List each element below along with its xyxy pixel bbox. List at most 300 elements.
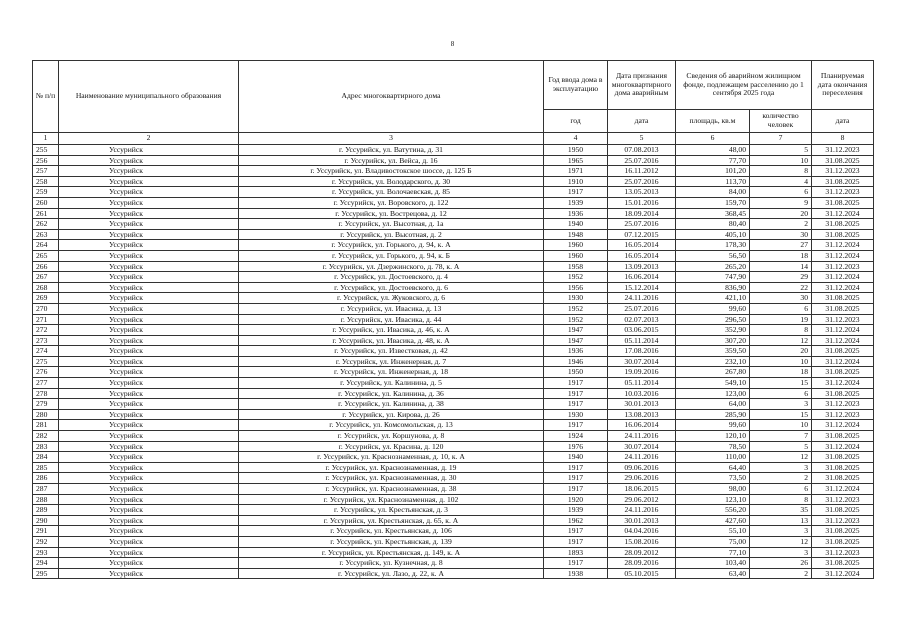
table-row: [33, 356, 874, 367]
area-cell: 549,10: [676, 378, 750, 389]
area-cell: 99,60: [676, 420, 750, 431]
year-cell: 1939: [544, 197, 608, 208]
municipality-cell: Уссурийск: [59, 494, 239, 505]
municipality-cell: Уссурийск: [59, 346, 239, 357]
table-row: [33, 197, 874, 208]
municipality-cell: Уссурийск: [59, 166, 239, 177]
year-cell: 1962: [544, 515, 608, 526]
col-index: 4: [544, 133, 608, 145]
planned-date-cell: 31.08.2025: [812, 388, 874, 399]
row-number: 291: [33, 526, 59, 537]
municipality-cell: Уссурийск: [59, 219, 239, 230]
address-cell: г. Уссурийск, ул. Комсомольская, д. 13: [239, 420, 544, 431]
recognition-date-cell: 28.09.2012: [608, 547, 676, 558]
area-cell: 75,00: [676, 536, 750, 547]
municipality-cell: Уссурийск: [59, 399, 239, 410]
recognition-date-cell: 30.01.2013: [608, 515, 676, 526]
table-row: [33, 335, 874, 346]
recognition-date-cell: 15.12.2014: [608, 282, 676, 293]
table-row: [33, 166, 874, 177]
municipality-cell: Уссурийск: [59, 367, 239, 378]
row-number: 274: [33, 346, 59, 357]
row-number: 287: [33, 484, 59, 495]
sub-year-header: год: [544, 110, 608, 133]
row-number: 275: [33, 356, 59, 367]
col-index: 5: [608, 133, 676, 145]
address-cell: г. Уссурийск, ул. Владивостокское шоссе, д. 125 Б: [239, 166, 544, 177]
row-number: 281: [33, 420, 59, 431]
col-year-header: Год ввода дома в эксплуатацию: [544, 61, 608, 110]
address-cell: г. Уссурийск, ул. Краснознаменная, д. 30: [239, 473, 544, 484]
municipality-cell: Уссурийск: [59, 176, 239, 187]
planned-date-cell: 31.12.2023: [812, 515, 874, 526]
planned-date-cell: 31.12.2023: [812, 547, 874, 558]
row-number: 257: [33, 166, 59, 177]
municipality-cell: Уссурийск: [59, 303, 239, 314]
municipality-cell: Уссурийск: [59, 420, 239, 431]
table-row: [33, 187, 874, 198]
area-cell: 55,10: [676, 526, 750, 537]
table-row: [33, 145, 874, 156]
year-cell: 1965: [544, 155, 608, 166]
municipality-cell: Уссурийск: [59, 547, 239, 558]
area-cell: 77,70: [676, 155, 750, 166]
address-cell: г. Уссурийск, ул. Лазо, д. 22, к. А: [239, 568, 544, 579]
row-number: 270: [33, 303, 59, 314]
planned-date-cell: 31.12.2024: [812, 325, 874, 336]
row-number: 284: [33, 452, 59, 463]
recognition-date-cell: 13.09.2013: [608, 261, 676, 272]
table-row: [33, 526, 874, 537]
people-count-cell: 20: [750, 208, 812, 219]
row-number: 265: [33, 250, 59, 261]
planned-date-cell: 31.12.2023: [812, 409, 874, 420]
planned-date-cell: 31.08.2025: [812, 303, 874, 314]
recognition-date-cell: 16.06.2014: [608, 272, 676, 283]
col-index: 2: [59, 133, 239, 145]
year-cell: 1917: [544, 536, 608, 547]
people-count-cell: 2: [750, 568, 812, 579]
col-info-header: Сведения об аварийном жилищном фонде, подлежащем расселению до 1 сентября 2025 года: [676, 61, 812, 110]
table-row: [33, 293, 874, 304]
area-cell: 178,30: [676, 240, 750, 251]
row-number: 292: [33, 536, 59, 547]
planned-date-cell: 31.12.2024: [812, 208, 874, 219]
area-cell: 405,10: [676, 229, 750, 240]
area-cell: 73,50: [676, 473, 750, 484]
planned-date-cell: 31.08.2025: [812, 452, 874, 463]
year-cell: 1910: [544, 176, 608, 187]
planned-date-cell: 31.12.2024: [812, 250, 874, 261]
planned-date-cell: 31.12.2024: [812, 282, 874, 293]
municipality-cell: Уссурийск: [59, 515, 239, 526]
table-row: [33, 536, 874, 547]
people-count-cell: 15: [750, 409, 812, 420]
year-cell: 1948: [544, 229, 608, 240]
municipality-cell: Уссурийск: [59, 441, 239, 452]
address-cell: г. Уссурийск, ул. Вострецова, д. 12: [239, 208, 544, 219]
municipality-cell: Уссурийск: [59, 187, 239, 198]
people-count-cell: 18: [750, 250, 812, 261]
year-cell: 1952: [544, 303, 608, 314]
address-cell: г. Уссурийск, ул. Краснознаменная, д. 19: [239, 462, 544, 473]
recognition-date-cell: 30.07.2014: [608, 356, 676, 367]
area-cell: 267,80: [676, 367, 750, 378]
address-cell: г. Уссурийск, ул. Кирова, д. 26: [239, 409, 544, 420]
area-cell: 63,40: [676, 568, 750, 579]
col-index: 6: [676, 133, 750, 145]
row-number: 285: [33, 462, 59, 473]
year-cell: 1952: [544, 314, 608, 325]
recognition-date-cell: 24.11.2016: [608, 431, 676, 442]
area-cell: 747,90: [676, 272, 750, 283]
address-cell: г. Уссурийск, ул. Крестьянская, д. 65, к. А: [239, 515, 544, 526]
area-cell: 120,10: [676, 431, 750, 442]
recognition-date-cell: 19.09.2016: [608, 367, 676, 378]
recognition-date-cell: 09.06.2016: [608, 462, 676, 473]
area-cell: 352,90: [676, 325, 750, 336]
recognition-date-cell: 07.08.2013: [608, 145, 676, 156]
people-count-cell: 5: [750, 145, 812, 156]
municipality-cell: Уссурийск: [59, 314, 239, 325]
address-cell: г. Уссурийск, ул. Краснознаменная, д. 102: [239, 494, 544, 505]
address-cell: г. Уссурийск, ул. Жуковского, д. 6: [239, 293, 544, 304]
year-cell: 1936: [544, 208, 608, 219]
planned-date-cell: 31.12.2023: [812, 399, 874, 410]
table-row: [33, 208, 874, 219]
row-number: 289: [33, 505, 59, 516]
table-row: [33, 409, 874, 420]
area-cell: 123,10: [676, 494, 750, 505]
address-cell: г. Уссурийск, ул. Володарского, д. 30: [239, 176, 544, 187]
people-count-cell: 4: [750, 176, 812, 187]
year-cell: 1917: [544, 558, 608, 569]
address-cell: г. Уссурийск, ул. Инженерная, д. 7: [239, 356, 544, 367]
people-count-cell: 3: [750, 547, 812, 558]
municipality-cell: Уссурийск: [59, 325, 239, 336]
address-cell: г. Уссурийск, ул. Крестьянская, д. 139: [239, 536, 544, 547]
page-number: 8: [450, 40, 455, 48]
row-number: 282: [33, 431, 59, 442]
municipality-cell: Уссурийск: [59, 197, 239, 208]
year-cell: 1917: [544, 484, 608, 495]
recognition-date-cell: 29.06.2016: [608, 473, 676, 484]
area-cell: 123,00: [676, 388, 750, 399]
municipality-cell: Уссурийск: [59, 568, 239, 579]
year-cell: 1950: [544, 367, 608, 378]
area-cell: 78,50: [676, 441, 750, 452]
row-number: 288: [33, 494, 59, 505]
recognition-date-cell: 28.09.2016: [608, 558, 676, 569]
address-cell: г. Уссурийск, ул. Воровского, д. 122: [239, 197, 544, 208]
address-cell: г. Уссурийск, ул. Инженерная, д. 18: [239, 367, 544, 378]
table-row: [33, 388, 874, 399]
planned-date-cell: 31.12.2024: [812, 272, 874, 283]
address-cell: г. Уссурийск, ул. Ивасика, д. 46, к. А: [239, 325, 544, 336]
year-cell: 1940: [544, 452, 608, 463]
address-cell: г. Уссурийск, ул. Калинина, д. 5: [239, 378, 544, 389]
address-cell: г. Уссурийск, ул. Высотная, д. 2: [239, 229, 544, 240]
table-row: [33, 441, 874, 452]
municipality-cell: Уссурийск: [59, 536, 239, 547]
table-row: [33, 473, 874, 484]
address-cell: г. Уссурийск, ул. Достоевского, д. 4: [239, 272, 544, 283]
row-number: 264: [33, 240, 59, 251]
municipality-cell: Уссурийск: [59, 272, 239, 283]
planned-date-cell: 31.08.2025: [812, 155, 874, 166]
address-cell: г. Уссурийск, ул. Ватутина, д. 31: [239, 145, 544, 156]
area-cell: 48,00: [676, 145, 750, 156]
recognition-date-cell: 07.12.2015: [608, 229, 676, 240]
people-count-cell: 13: [750, 515, 812, 526]
area-cell: 101,20: [676, 166, 750, 177]
address-cell: г. Уссурийск, ул. Ивасика, д. 44: [239, 314, 544, 325]
row-number: 295: [33, 568, 59, 579]
address-cell: г. Уссурийск, ул. Красина, д. 120: [239, 441, 544, 452]
planned-date-cell: 31.12.2023: [812, 261, 874, 272]
municipality-cell: Уссурийск: [59, 250, 239, 261]
recognition-date-cell: 30.01.2013: [608, 399, 676, 410]
area-cell: 232,10: [676, 356, 750, 367]
table-row: [33, 367, 874, 378]
people-count-cell: 10: [750, 155, 812, 166]
planned-date-cell: 31.08.2025: [812, 229, 874, 240]
resettlement-table: [32, 60, 874, 579]
area-cell: 113,70: [676, 176, 750, 187]
recognition-date-cell: 16.05.2014: [608, 240, 676, 251]
table-row: [33, 314, 874, 325]
year-cell: 1946: [544, 356, 608, 367]
area-cell: 368,45: [676, 208, 750, 219]
people-count-cell: 6: [750, 484, 812, 495]
recognition-date-cell: 16.11.2012: [608, 166, 676, 177]
planned-date-cell: 31.12.2024: [812, 240, 874, 251]
address-cell: г. Уссурийск, ул. Крестьянская, д. 149, к. А: [239, 547, 544, 558]
address-cell: г. Уссурийск, ул. Вейса, д. 16: [239, 155, 544, 166]
year-cell: 1917: [544, 420, 608, 431]
municipality-cell: Уссурийск: [59, 409, 239, 420]
row-number: 268: [33, 282, 59, 293]
row-number: 255: [33, 145, 59, 156]
sub-plan-header: дата: [812, 110, 874, 133]
year-cell: 1930: [544, 409, 608, 420]
area-cell: 427,60: [676, 515, 750, 526]
people-count-cell: 12: [750, 335, 812, 346]
address-cell: г. Уссурийск, ул. Волочаевская, д. 85: [239, 187, 544, 198]
table-row: [33, 303, 874, 314]
area-cell: 265,20: [676, 261, 750, 272]
area-cell: 77,10: [676, 547, 750, 558]
people-count-cell: 6: [750, 303, 812, 314]
people-count-cell: 8: [750, 325, 812, 336]
people-count-cell: 12: [750, 536, 812, 547]
planned-date-cell: 31.08.2025: [812, 367, 874, 378]
col-date-header: Дата признания многоквартирного дома аварийным: [608, 61, 676, 110]
col-municipality-header: Наименование муниципального образования: [59, 61, 239, 133]
planned-date-cell: 31.12.2024: [812, 568, 874, 579]
table-row: [33, 229, 874, 240]
table-row: [33, 484, 874, 495]
municipality-cell: Уссурийск: [59, 261, 239, 272]
row-number: 283: [33, 441, 59, 452]
address-cell: г. Уссурийск, ул. Крестьянская, д. 3: [239, 505, 544, 516]
planned-date-cell: 31.12.2024: [812, 420, 874, 431]
area-cell: 359,50: [676, 346, 750, 357]
year-cell: 1958: [544, 261, 608, 272]
area-cell: 296,50: [676, 314, 750, 325]
row-number: 267: [33, 272, 59, 283]
recognition-date-cell: 25.07.2016: [608, 155, 676, 166]
table-row: [33, 282, 874, 293]
planned-date-cell: 31.08.2025: [812, 346, 874, 357]
recognition-date-cell: 04.04.2016: [608, 526, 676, 537]
planned-date-cell: 31.12.2023: [812, 187, 874, 198]
planned-date-cell: 31.08.2025: [812, 505, 874, 516]
people-count-cell: 6: [750, 388, 812, 399]
area-cell: 98,00: [676, 484, 750, 495]
planned-date-cell: 31.08.2025: [812, 176, 874, 187]
address-cell: г. Уссурийск, ул. Дзержинского, д. 78, к. А: [239, 261, 544, 272]
people-count-cell: 3: [750, 526, 812, 537]
table-row: [33, 325, 874, 336]
year-cell: 1947: [544, 335, 608, 346]
municipality-cell: Уссурийск: [59, 335, 239, 346]
area-cell: 285,90: [676, 409, 750, 420]
row-number: 294: [33, 558, 59, 569]
year-cell: 1893: [544, 547, 608, 558]
recognition-date-cell: 15.01.2016: [608, 197, 676, 208]
recognition-date-cell: 25.07.2016: [608, 176, 676, 187]
planned-date-cell: 31.12.2023: [812, 145, 874, 156]
year-cell: 1971: [544, 166, 608, 177]
address-cell: г. Уссурийск, ул. Горького, д. 94, к. Б: [239, 250, 544, 261]
row-number: 290: [33, 515, 59, 526]
year-cell: 1938: [544, 568, 608, 579]
planned-date-cell: 31.08.2025: [812, 462, 874, 473]
row-number: 273: [33, 335, 59, 346]
table-row: [33, 155, 874, 166]
col-address-header: Адрес многоквартирного дома: [239, 61, 544, 133]
area-cell: 99,60: [676, 303, 750, 314]
table-row: [33, 568, 874, 579]
municipality-cell: Уссурийск: [59, 431, 239, 442]
row-number: 258: [33, 176, 59, 187]
people-count-cell: 27: [750, 240, 812, 251]
municipality-cell: Уссурийск: [59, 229, 239, 240]
col-index: 3: [239, 133, 544, 145]
address-cell: г. Уссурийск, ул. Ивасика, д. 48, к. А: [239, 335, 544, 346]
row-number: 266: [33, 261, 59, 272]
address-cell: г. Уссурийск, ул. Высотная, д. 1а: [239, 219, 544, 230]
municipality-cell: Уссурийск: [59, 558, 239, 569]
area-cell: 103,40: [676, 558, 750, 569]
address-cell: г. Уссурийск, ул. Горького, д. 94, к. А: [239, 240, 544, 251]
address-cell: г. Уссурийск, ул. Достоевского, д. 6: [239, 282, 544, 293]
municipality-cell: Уссурийск: [59, 378, 239, 389]
people-count-cell: 3: [750, 399, 812, 410]
planned-date-cell: 31.12.2023: [812, 494, 874, 505]
people-count-cell: 9: [750, 197, 812, 208]
sub-date-header: дата: [608, 110, 676, 133]
people-count-cell: 10: [750, 420, 812, 431]
row-number: 262: [33, 219, 59, 230]
table-row: [33, 240, 874, 251]
table-row: [33, 494, 874, 505]
year-cell: 1930: [544, 293, 608, 304]
sub-people-header: количество человек: [750, 110, 812, 133]
area-cell: 84,00: [676, 187, 750, 198]
year-cell: 1947: [544, 325, 608, 336]
area-cell: 421,10: [676, 293, 750, 304]
year-cell: 1917: [544, 399, 608, 410]
recognition-date-cell: 24.11.2016: [608, 505, 676, 516]
municipality-cell: Уссурийск: [59, 526, 239, 537]
area-cell: 80,40: [676, 219, 750, 230]
year-cell: 1952: [544, 272, 608, 283]
planned-date-cell: 31.12.2024: [812, 484, 874, 495]
table-row: [33, 462, 874, 473]
planned-date-cell: 31.08.2025: [812, 558, 874, 569]
address-cell: г. Уссурийск, ул. Ивасика, д. 13: [239, 303, 544, 314]
planned-date-cell: 31.12.2023: [812, 314, 874, 325]
year-cell: 1960: [544, 250, 608, 261]
row-number: 280: [33, 409, 59, 420]
planned-date-cell: 31.12.2023: [812, 166, 874, 177]
row-number: 259: [33, 187, 59, 198]
municipality-cell: Уссурийск: [59, 293, 239, 304]
recognition-date-cell: 16.05.2014: [608, 250, 676, 261]
year-cell: 1960: [544, 240, 608, 251]
table-row: [33, 431, 874, 442]
recognition-date-cell: 18.09.2014: [608, 208, 676, 219]
people-count-cell: 5: [750, 441, 812, 452]
address-cell: г. Уссурийск, ул. Известковая, д. 42: [239, 346, 544, 357]
planned-date-cell: 31.08.2025: [812, 526, 874, 537]
planned-date-cell: 31.12.2024: [812, 378, 874, 389]
address-cell: г. Уссурийск, ул. Крестьянская, д. 106: [239, 526, 544, 537]
people-count-cell: 8: [750, 494, 812, 505]
people-count-cell: 6: [750, 187, 812, 198]
area-cell: 836,90: [676, 282, 750, 293]
people-count-cell: 35: [750, 505, 812, 516]
municipality-cell: Уссурийск: [59, 145, 239, 156]
year-cell: 1924: [544, 431, 608, 442]
table-row: [33, 176, 874, 187]
people-count-cell: 30: [750, 229, 812, 240]
address-cell: г. Уссурийск, ул. Калинина, д. 36: [239, 388, 544, 399]
municipality-cell: Уссурийск: [59, 452, 239, 463]
area-cell: 110,00: [676, 452, 750, 463]
recognition-date-cell: 29.06.2012: [608, 494, 676, 505]
area-cell: 64,40: [676, 462, 750, 473]
year-cell: 1956: [544, 282, 608, 293]
row-number: 278: [33, 388, 59, 399]
planned-date-cell: 31.08.2025: [812, 431, 874, 442]
row-number: 276: [33, 367, 59, 378]
people-count-cell: 2: [750, 473, 812, 484]
table-row: [33, 272, 874, 283]
people-count-cell: 29: [750, 272, 812, 283]
people-count-cell: 22: [750, 282, 812, 293]
municipality-cell: Уссурийск: [59, 155, 239, 166]
area-cell: 56,50: [676, 250, 750, 261]
row-number: 261: [33, 208, 59, 219]
year-cell: 1917: [544, 526, 608, 537]
recognition-date-cell: 13.05.2013: [608, 187, 676, 198]
table-row: [33, 505, 874, 516]
recognition-date-cell: 13.08.2013: [608, 409, 676, 420]
planned-date-cell: 31.08.2025: [812, 536, 874, 547]
